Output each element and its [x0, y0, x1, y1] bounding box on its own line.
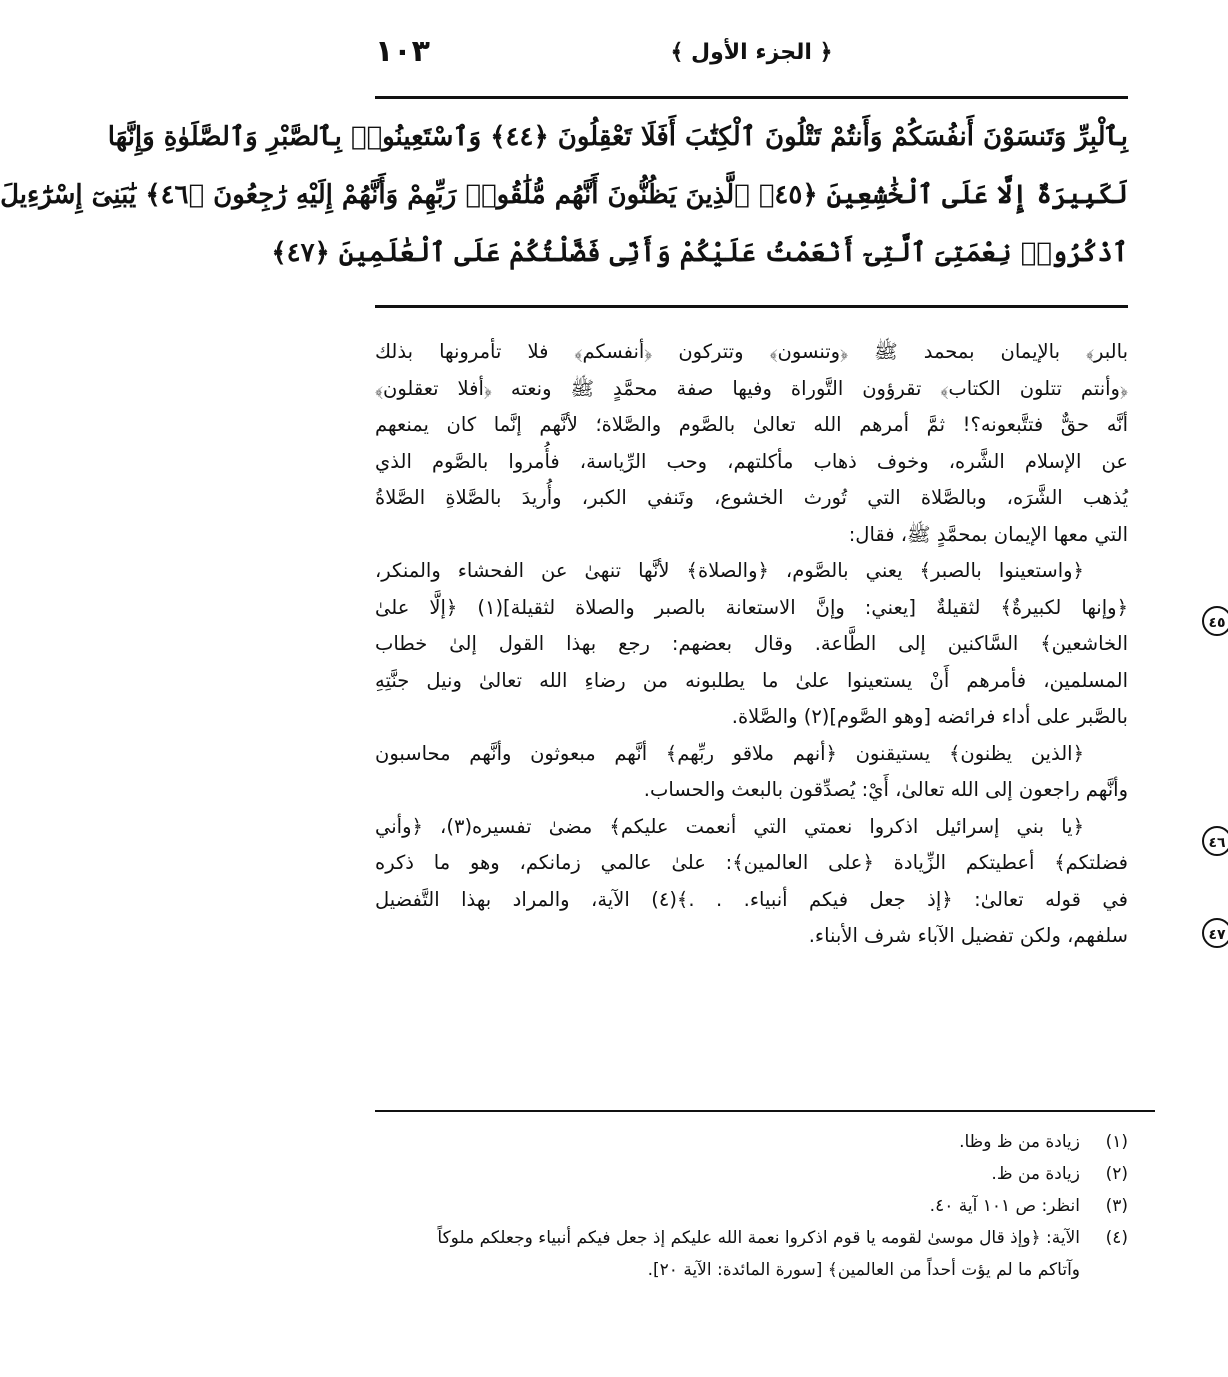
- tafsir-line: بالبر﴾ بالإيمان بمحمد ﷺ ﴿وتنسون﴾ وتتركون ﴿أنفسكم﴾ فلا تأمرونها بذلك: [375, 340, 1128, 363]
- tafsir-line: وأنَّهم راجعون إلى الله تعالىٰ، أَيْ: يُصدِّقون بالبعث والحساب.: [643, 778, 1128, 801]
- header-divider: [375, 96, 1128, 99]
- tafsir-line: التي معها الإيمان بمحمَّدٍ ﷺ، فقال:: [848, 522, 1128, 546]
- footnote-number: (٢): [1105, 1164, 1128, 1184]
- footnote-text: زيادة من ظ.: [991, 1164, 1080, 1184]
- tafsir-line: عن الإسلام الشَّره، وخوف ذهاب مأكلتهم، وحب الرِّياسة، فأُمروا بالصَّوم الذي: [375, 449, 1128, 473]
- footnote-text: وآتاكم ما لم يؤت أحداً من العالمين﴾ [سورة المائدة: الآية ٢٠].: [647, 1260, 1080, 1280]
- tafsir-line: فضلتكم﴾ أعطيتكم الزِّيادة ﴿على العالمين﴾: علىٰ عالمي زمانكم، وهو ما ذكره: [375, 851, 1128, 874]
- footnote: [375, 1126, 1128, 1158]
- tafsir-line: أنَّه حقٌّ فتتَّبعونه؟! ثمَّ أمرهم الله تعالىٰ بالصَّوم والصَّلاة؛ لأنَّهم إنَّما كان يمنعهم: [375, 413, 1128, 436]
- verse-number-marker: ٤٧: [1202, 918, 1228, 948]
- tafsir-commentary: [375, 334, 1128, 955]
- verse-number-marker: ٤٥: [1202, 606, 1228, 636]
- tafsir-line: ﴿الذين يظنون﴾ يستيقنون ﴿أنهم ملاقو ربِّهم﴾ أنَّهم مبعوثون وأنَّهم محاسبون: [375, 741, 1084, 765]
- footnote: [375, 1190, 1128, 1222]
- quran-divider: [375, 305, 1128, 308]
- tafsir-line: ﴿وإنها لكبيرةٌ﴾ لثقيلةٌ [يعني: وإنَّ الاستعانة بالصبر والصلاة لثقيلة](١) ﴿إلَّا علىٰ: [375, 595, 1128, 619]
- tafsir-line: الخاشعين﴾ السَّاكنين إلى الطَّاعة. وقال بعضهم: رجع بهذا القول إلىٰ خطاب: [375, 632, 1128, 655]
- tafsir-line: المسلمين، فأمرهم أَنْ يستعينوا علىٰ ما يطلبونه من رضاءِ الله تعالىٰ ونيل جنَّتِهِ: [375, 668, 1128, 692]
- footnote-number: [1080, 1254, 1128, 1286]
- quran-line: بِٱلْبِرِّ وَتَنسَوْنَ أَنفُسَكُمْ وَأَنتُمْ تَتْلُونَ ٱلْكِتَٰبَ أَفَلَا تَعْقِلُونَ ﴿٤٤﴾ وَٱسْتَعِينُوا۟ بِٱلصَّبْرِ وَٱلصَّلَوٰةِ وَإِنَّهَا: [107, 122, 1128, 152]
- quran-text-block: [0, 108, 1128, 282]
- footnote-text: زيادة من ظ وظا.: [959, 1132, 1080, 1152]
- page-number: ١٠٣: [375, 34, 430, 69]
- running-title: ﴿ الجزء الأول ﴾: [670, 40, 833, 65]
- footnote-divider: [375, 1110, 1155, 1112]
- quran-line: لَكَبِيرَةٌ إِلَّا عَلَى ٱلْخَٰشِعِينَ ﴿٤٥﴾ ٱلَّذِينَ يَظُنُّونَ أَنَّهُم مُّلَٰقُوا۟ رَبِّهِمْ وَأَنَّهُمْ إِلَيْهِ رَٰجِعُونَ ﴿٤٦﴾ يَٰبَنِىٓ إِسْرَٰٓءِيلَ: [0, 180, 1128, 210]
- tafsir-line: ﴿يا بني إسرائيل اذكروا نعمتي التي أنعمت عليكم﴾ مضىٰ تفسيره(٣)، ﴿وأني: [375, 814, 1085, 838]
- footnote: [375, 1254, 1128, 1286]
- tafsir-line: ﴿وأنتم تتلون الكتاب﴾ تقرؤون التَّوراة وفيها صفة محمَّدٍ ﷺ ونعته ﴿أفلا تعقلون﴾: [375, 376, 1128, 400]
- quran-line: ٱذْكُرُوا۟ نِعْمَتِىَ ٱلَّتِىٓ أَنْعَمْتُ عَلَيْكُمْ وَأَنِّى فَضَّلْتُكُمْ عَلَى ٱلْعَٰلَمِينَ ﴿٤٧﴾: [271, 238, 1128, 268]
- footnote-text: الآية: ﴿وإذ قال موسىٰ لقومه يا قوم اذكروا نعمة الله عليكم إذ جعل فيكم أنبياء وجعلكم ملوكاً: [437, 1228, 1080, 1248]
- footnote: [375, 1222, 1128, 1254]
- page-header: [375, 34, 1128, 84]
- footnote-number: (٣): [1105, 1196, 1128, 1216]
- tafsir-line: بالصَّبر على أداء فرائضه [وهو الصَّوم](٢) والصَّلاة.: [731, 705, 1128, 728]
- footnote-number: (١): [1105, 1132, 1128, 1152]
- tafsir-line: في قوله تعالىٰ: ﴿إذ جعل فيكم أنبياء. . .﴾(٤) الآية، والمراد بهذا التَّفضيل: [375, 887, 1128, 911]
- footnote-text: انظر: ص ١٠١ آية ٤٠.: [929, 1196, 1080, 1216]
- footnote-number: (٤): [1105, 1228, 1128, 1248]
- tafsir-line: ﴿واستعينوا بالصبر﴾ يعني بالصَّوم، ﴿والصلاة﴾ لأنَّها تنهىٰ عن الفحشاء والمنكر،: [375, 559, 1084, 582]
- footnote: [375, 1158, 1128, 1190]
- tafsir-line: سلفهم، ولكن تفضيل الآباء شرف الأبناء.: [808, 924, 1128, 947]
- footnotes: [375, 1126, 1128, 1286]
- tafsir-line: يُذهب الشَّرَه، وبالصَّلاة التي تُورث الخشوع، وتَنفي الكبر، وأُريدَ بالصَّلاةِ الصَّلاةُ: [375, 486, 1128, 509]
- verse-number-marker: ٤٦: [1202, 826, 1228, 856]
